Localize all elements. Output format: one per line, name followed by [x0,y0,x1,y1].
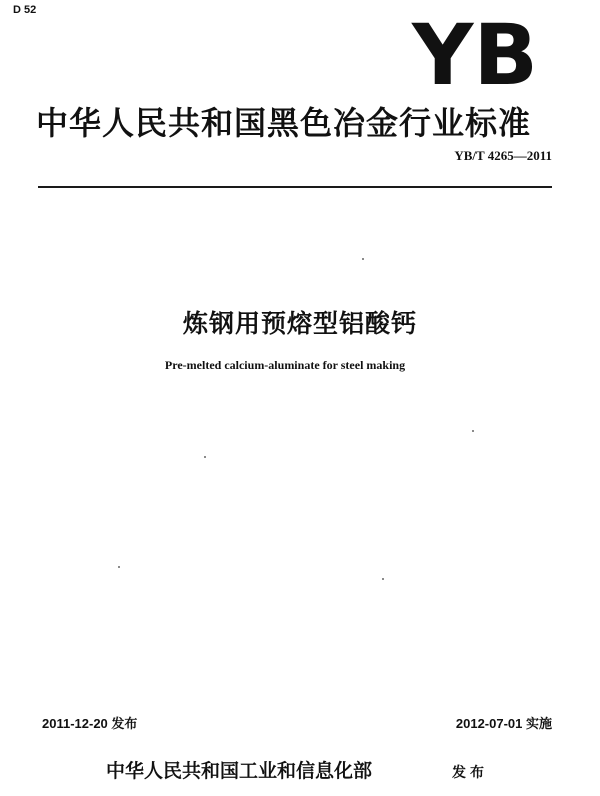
logo-text: YB [410,10,538,90]
publisher-name: 中华人民共和国工业和信息化部 [106,760,373,782]
issue-date: 2011-12-20 发布 [42,716,138,731]
industry-standard-title: 中华人民共和国黑色冶金行业标准 [36,104,532,142]
chinese-title: 炼钢用预熔型铝酸钙 [182,309,417,338]
scan-speck [382,578,384,580]
publish-label: 发布 [452,765,488,781]
english-title: Pre-melted calcium-aluminate for steel making [164,358,406,372]
header-divider [38,186,552,188]
scan-speck [362,258,364,260]
scan-speck [204,456,206,458]
scan-speck [118,566,120,568]
scan-speck [472,430,474,432]
yb-logo [410,10,540,90]
standard-number: YB/T 4265—2011 [454,148,552,163]
implementation-date: 2012-07-01 实施 [455,716,552,731]
classification-code: D 52 [13,4,37,16]
